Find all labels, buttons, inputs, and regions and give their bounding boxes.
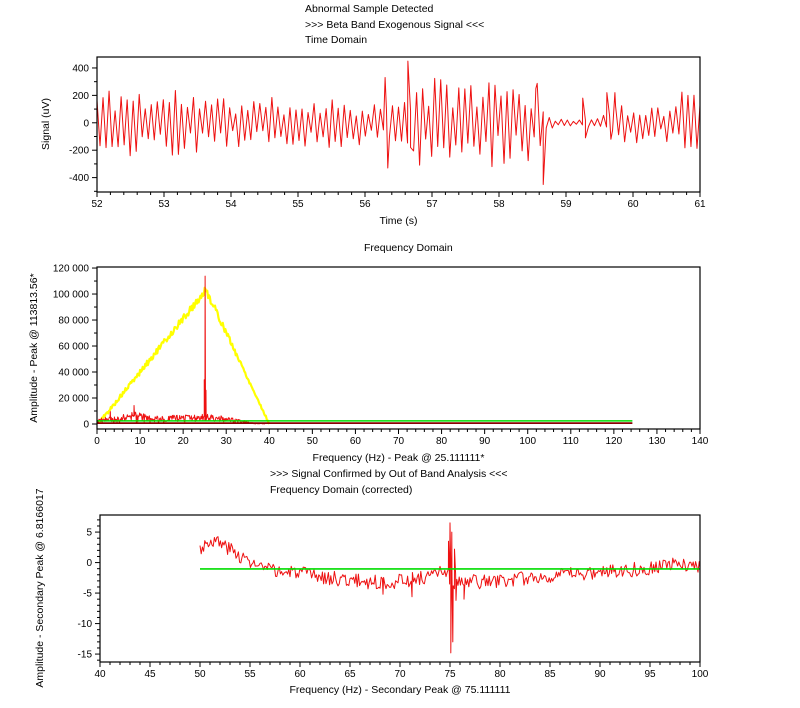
svg-text:5: 5 [86,527,92,539]
svg-text:95: 95 [644,669,656,680]
svg-text:53: 53 [158,199,170,210]
svg-text:100 000: 100 000 [52,289,89,301]
svg-text:-200: -200 [68,145,89,157]
svg-text:30: 30 [220,436,232,447]
svg-text:10: 10 [134,436,146,447]
svg-text:140: 140 [691,436,709,447]
svg-text:60: 60 [349,436,361,447]
svg-text:57: 57 [426,199,438,210]
abnormal-sample-title: Abnormal Sample Detected [305,3,434,15]
svg-text:58: 58 [493,199,505,210]
svg-text:120: 120 [605,436,623,447]
svg-text:60: 60 [627,199,639,210]
time-domain-plot-area[interactable] [97,57,700,192]
svg-text:-400: -400 [68,173,89,185]
svg-text:80: 80 [436,436,448,447]
time-domain-y-axis-label: Signal (uV) [40,98,52,150]
svg-text:200: 200 [72,90,89,102]
svg-text:70: 70 [394,669,406,680]
svg-text:80: 80 [494,669,506,680]
svg-text:0: 0 [83,118,89,130]
svg-text:90: 90 [594,669,606,680]
svg-text:56: 56 [359,199,371,210]
beta-band-alert-title: >>> Beta Band Exogenous Signal <<< [305,18,485,31]
svg-text:100: 100 [519,436,537,447]
svg-text:400: 400 [72,63,89,75]
svg-text:50: 50 [306,436,318,447]
svg-text:20: 20 [177,436,189,447]
svg-text:85: 85 [544,669,556,680]
svg-text:130: 130 [648,436,666,447]
svg-text:-15: -15 [77,649,92,661]
frequency-domain-plot-area[interactable] [97,267,700,429]
svg-text:70: 70 [392,436,405,447]
frequency-domain-corrected-plot-area[interactable] [100,515,700,662]
svg-text:55: 55 [244,669,256,680]
time-domain-title-block [305,2,484,49]
svg-text:61: 61 [694,199,706,210]
svg-text:40: 40 [263,436,275,447]
signal-confirmed-title: >>> Signal Confirmed by Out of Band Analysis <<< [270,468,508,480]
frequency-domain-corrected-subtitle: Frequency Domain (corrected) [270,483,413,496]
svg-text:20 000: 20 000 [58,393,89,405]
corrected-domain-title-block [270,467,508,498]
svg-text:0: 0 [83,419,89,431]
svg-text:60: 60 [294,669,306,680]
svg-text:120 000: 120 000 [52,263,89,275]
svg-text:-10: -10 [77,619,92,631]
time-domain-subtitle: Time Domain [305,34,368,46]
corrected-domain-x-axis-label: Frequency (Hz) - Secondary Peak @ 75.111111 [289,684,511,696]
frequency-domain-corrected-plot [78,515,709,680]
svg-text:54: 54 [225,199,237,210]
frequency-domain-title: Frequency Domain [364,242,453,254]
svg-text:40 000: 40 000 [58,367,89,379]
svg-text:110: 110 [562,436,579,447]
svg-text:52: 52 [91,199,103,210]
svg-text:59: 59 [560,199,572,210]
svg-text:0: 0 [86,558,92,570]
time-domain-x-axis-label: Time (s) [379,215,418,227]
svg-text:50: 50 [194,669,206,680]
svg-text:0: 0 [94,436,100,447]
svg-text:75: 75 [444,669,456,680]
svg-text:60 000: 60 000 [58,341,89,353]
corrected-domain-y-axis-label: Amplitude - Secondary Peak @ 6.8166017 [34,488,46,688]
svg-text:-5: -5 [83,588,92,600]
frequency-domain-title-block [364,241,453,257]
frequency-domain-y-axis-label: Amplitude - Peak @ 113813.56* [28,273,40,423]
svg-text:45: 45 [144,669,156,680]
svg-text:40: 40 [94,669,106,680]
svg-text:100: 100 [691,669,709,680]
svg-text:65: 65 [344,669,356,680]
frequency-domain-x-axis-label: Frequency (Hz) - Peak @ 25.111111* [312,452,485,464]
svg-text:55: 55 [292,199,304,210]
time-domain-plot [69,57,706,210]
frequency-domain-plot [53,264,709,447]
svg-text:90: 90 [479,436,491,447]
svg-text:80 000: 80 000 [58,315,89,327]
